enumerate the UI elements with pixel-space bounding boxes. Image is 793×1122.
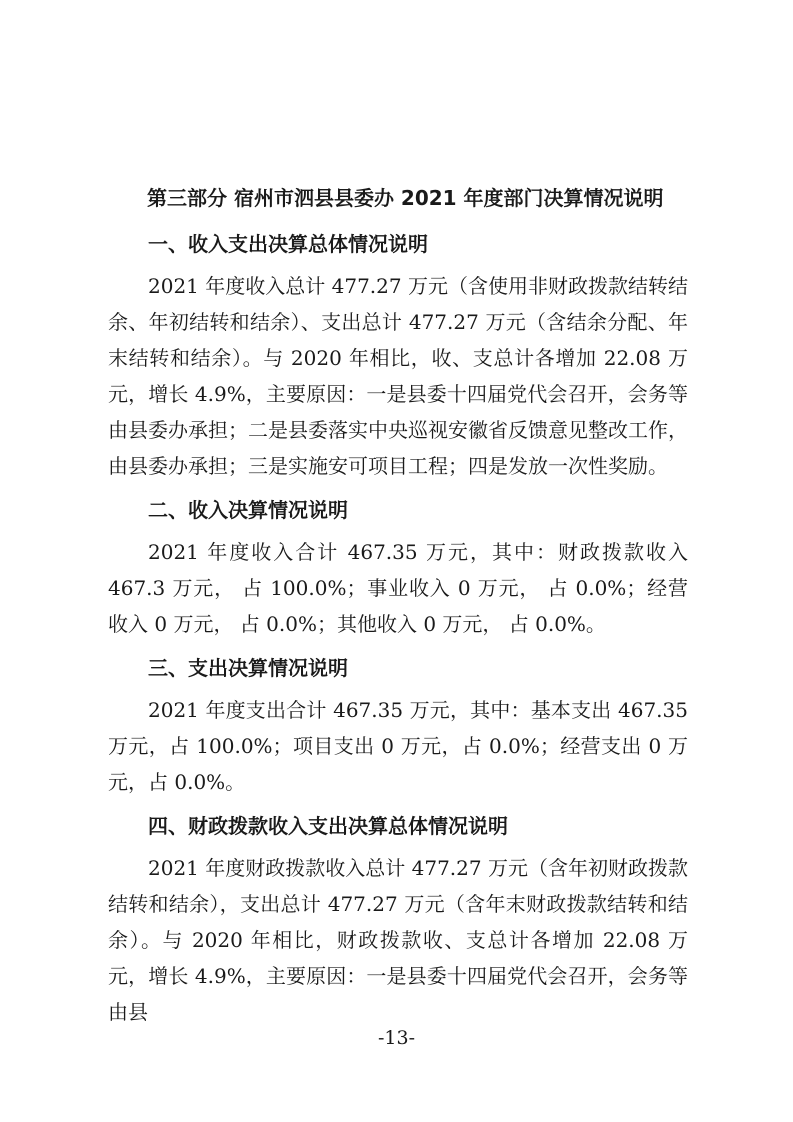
section-paragraph: 2021 年度支出合计 467.35 万元，其中：基本支出 467.35 万元，占 100.0%；项目支出 0 万元，占 0.0%；经营支出 0 万元，占 0.0%。 xyxy=(108,698,688,794)
section-heading: 四、财政拨款收入支出决算总体情况说明 xyxy=(148,814,508,838)
section-heading: 三、支出决算情况说明 xyxy=(148,656,348,680)
section-paragraph: 2021 年度收入总计 477.27 万元（含使用非财政拨款结转结余、年初结转和结余）、支出总计 477.27 万元（含结余分配、年末结转和结余）。与 2020 年相比，收、支总计各增加 22.08 万元，增长 4.9%，主要原因：一是县委十四届党代会召开，会务等由县委办承担；二是县委落实中央巡视安徽省反馈意见整改工作， 由县委办承担；三是实施安可项目工程；四是发放一次性奖励。 xyxy=(108,274,688,478)
page-number: -13- xyxy=(377,1027,416,1049)
section-3 xyxy=(108,650,688,800)
document-page xyxy=(108,180,688,1030)
section-4 xyxy=(108,808,688,1030)
section-heading: 二、收入决算情况说明 xyxy=(148,498,348,522)
section-2 xyxy=(108,492,688,642)
section-1 xyxy=(108,226,688,484)
section-paragraph: 2021 年度收入合计 467.35 万元，其中：财政拨款收入 467.3 万元， 占 100.0%；事业收入 0 万元， 占 0.0%；经营收入 0 万元， 占 0.0%；其他收入 0 万元， 占 0.0%。 xyxy=(108,540,688,636)
section-heading: 一、收入支出决算总体情况说明 xyxy=(148,232,428,256)
document-title: 第三部分 宿州市泗县县委办 2021 年度部门决算情况说明 xyxy=(147,186,664,210)
section-paragraph: 2021 年度财政拨款收入总计 477.27 万元（含年初财政拨款结转和结余），支出总计 477.27 万元（含年末财政拨款结转和结余）。与 2020 年相比，财政拨款收、支总计各增加 22.08 万元，增长 4.9%，主要原因：一是县委十四届党代会召开，会务等由县 xyxy=(108,856,688,1024)
